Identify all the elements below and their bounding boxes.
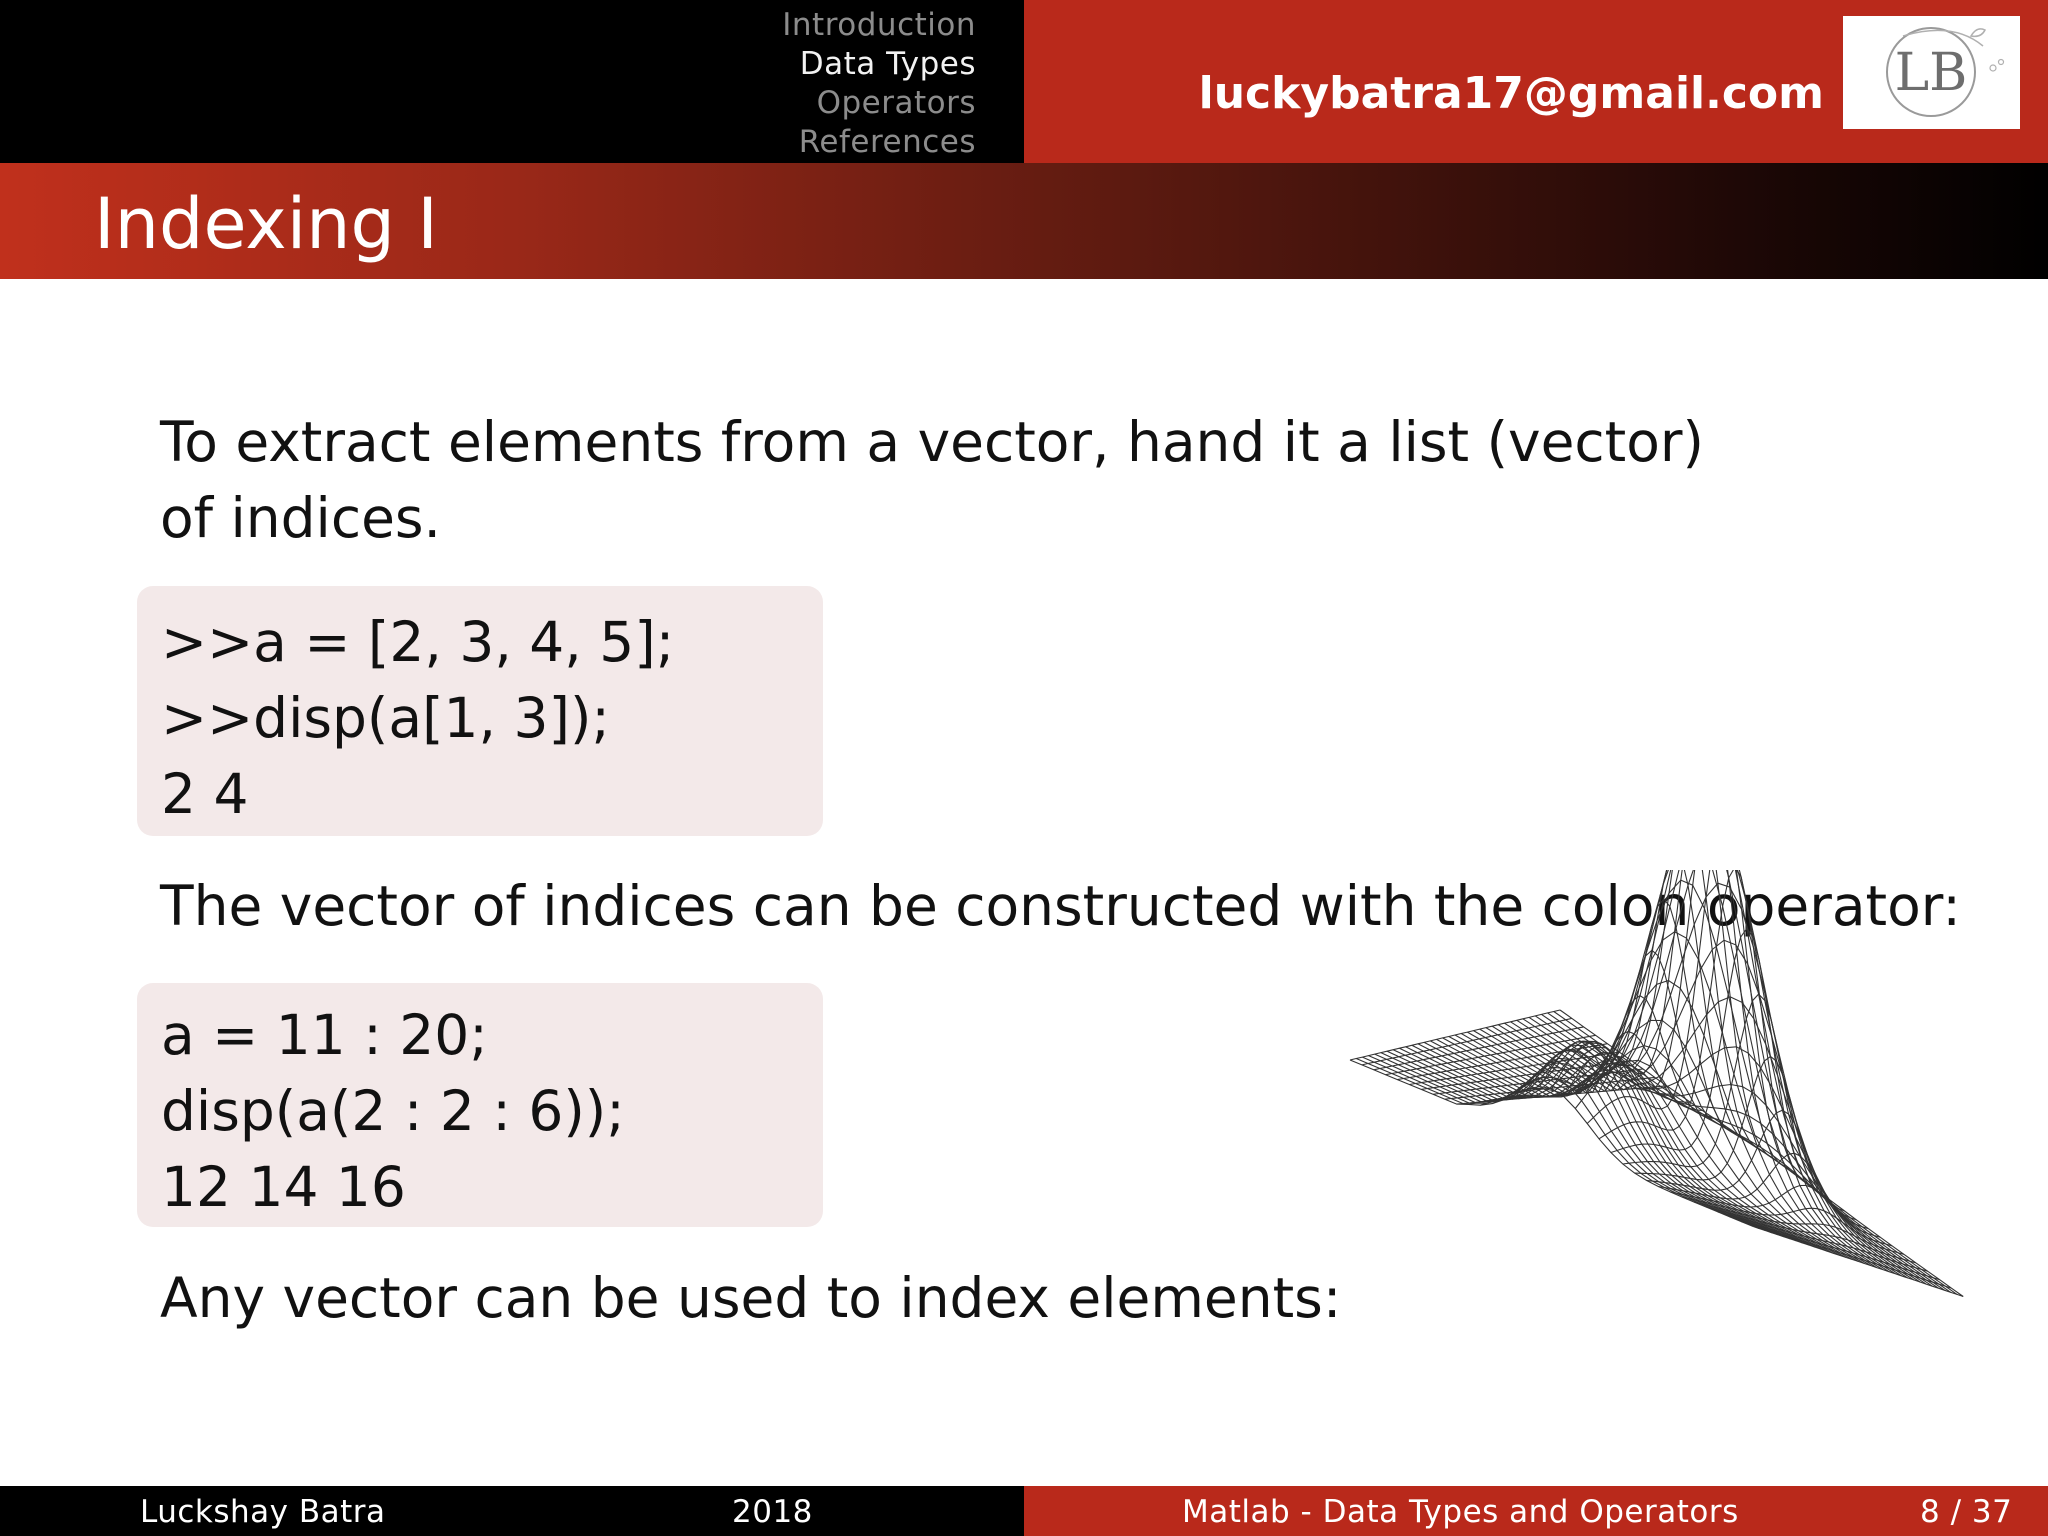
nav-operators[interactable]: Operators — [816, 85, 976, 121]
slide-title: Indexing I — [94, 183, 438, 265]
code-line: disp(a(2 : 2 : 6)); — [161, 1079, 625, 1143]
code-line: >>a = [2, 3, 4, 5]; — [161, 610, 675, 674]
mesh-line — [1467, 880, 1870, 1265]
logo-text: LB — [1894, 43, 1968, 103]
nav-data-types[interactable]: Data Types — [799, 46, 976, 82]
code-line: 12 14 16 — [161, 1155, 406, 1219]
mesh-line — [1718, 1212, 1928, 1271]
code-block-1 — [137, 586, 823, 836]
mesh-line — [1523, 1019, 1926, 1284]
code-line: 2 4 — [161, 762, 249, 826]
slide-header — [0, 0, 2048, 163]
section-navigation — [24, 6, 1024, 162]
slide-footer — [0, 1486, 2048, 1536]
paragraph-any-vector: Any vector can be used to index elements: — [160, 1266, 1342, 1330]
mesh-line — [1540, 870, 1750, 1142]
title-bar — [0, 163, 2048, 279]
footer-year: 2018 — [732, 1494, 813, 1530]
mesh-line — [1517, 997, 1920, 1282]
mesh-surface-illustration — [1330, 870, 2020, 1410]
mesh-line — [1516, 950, 1726, 1126]
code-block-2 — [137, 983, 823, 1227]
author-email: luckybatra17@gmail.com — [1198, 68, 1824, 119]
mesh-line — [1535, 1016, 1938, 1288]
code-line: >>disp(a[1, 3]); — [161, 686, 610, 750]
footer-author: Luckshay Batra — [140, 1494, 386, 1530]
paragraph-intro: To extract elements from a vector, hand it a list (vector) of indices. — [160, 410, 1704, 550]
nav-references[interactable]: References — [798, 124, 976, 160]
code-line: a = 11 : 20; — [161, 1003, 488, 1067]
nav-introduction[interactable]: Introduction — [782, 7, 976, 43]
footer-page-number: 8 / 37 — [1920, 1494, 2013, 1530]
logo — [1843, 16, 2020, 129]
header-left-panel — [0, 0, 1024, 163]
footer-course: Matlab - Data Types and Operators — [1182, 1494, 1739, 1530]
lb-logo-icon — [1843, 16, 2020, 129]
paragraph-colon: The vector of indices can be constructed with the colon operator: — [160, 874, 1961, 938]
mesh-line — [1560, 1010, 1963, 1297]
